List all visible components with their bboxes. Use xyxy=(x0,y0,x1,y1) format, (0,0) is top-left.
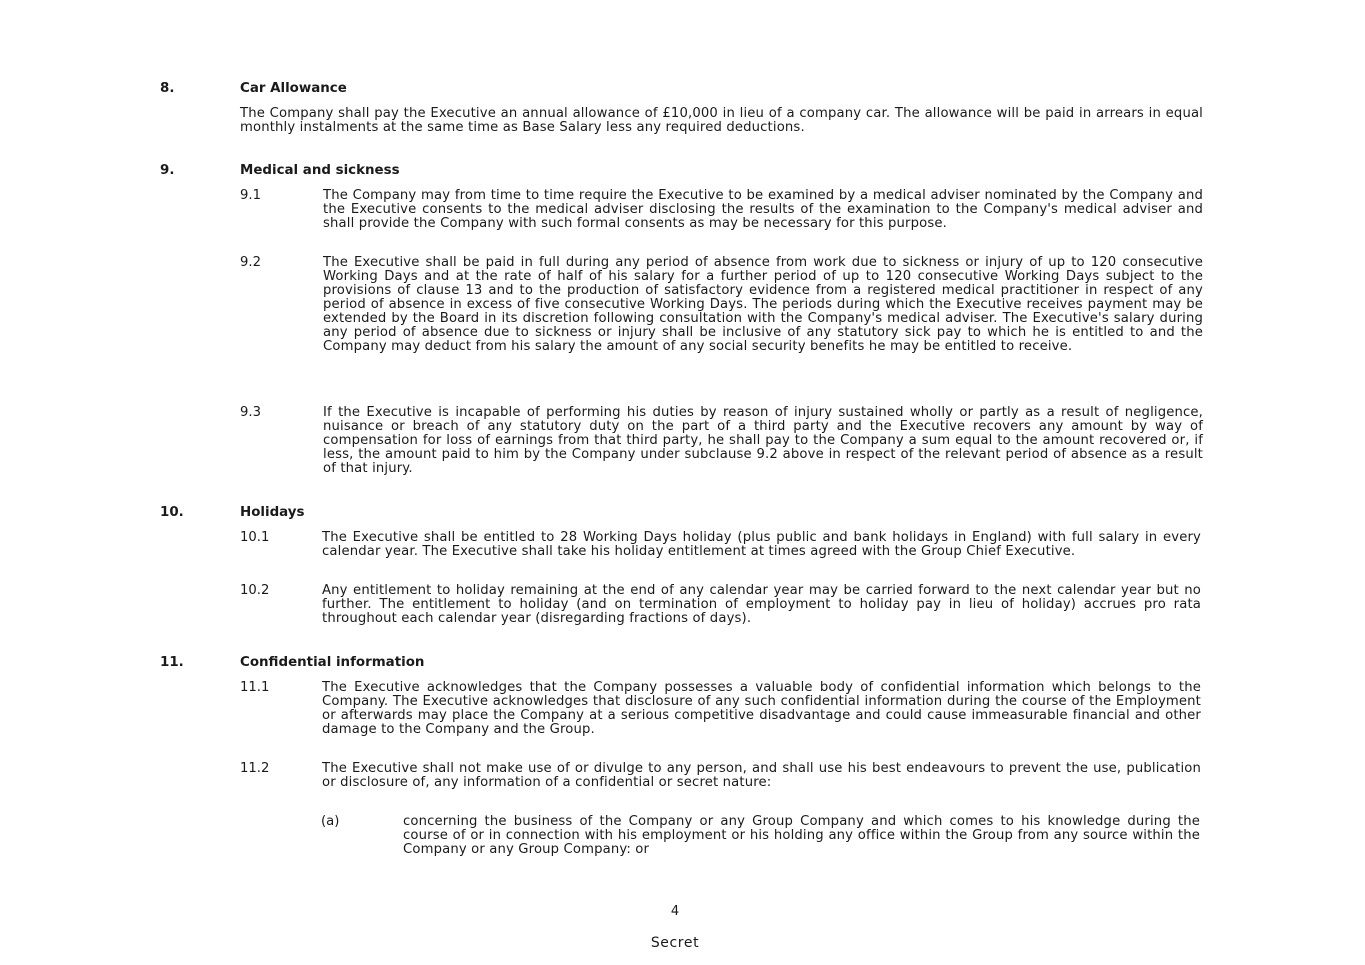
clause-number: 11.1 xyxy=(240,680,270,695)
clause-10-2-text: Any entitlement to holiday remaining at the end of any calendar year may be carried forward to the next calendar year but no further. The entitlement to holiday (and on termination of employment to holiday pay in lieu of holiday) accrues pro rata throughout each calendar year (disregarding fractions of days). xyxy=(322,583,1201,626)
page-number: 4 xyxy=(670,904,680,919)
clause-9-3-text: If the Executive is incapable of performing his duties by reason of injury sustained wholly or partly as a result of negligence, nuisance or breach of any statutory duty on the part of a third party and the Executive recovers any amount by way of compensation for loss of earnings from that third party, he shall pay to the Company a sum equal to the amount recovered or, if less, the amount paid to him by the Company under subclause 9.2 above in respect of the relevant period of absence as a result of that injury. xyxy=(323,405,1203,476)
section-number: 9. xyxy=(160,163,175,178)
section-title: Car Allowance xyxy=(240,81,347,96)
section-number: 11. xyxy=(160,655,184,670)
section-8-body: The Company shall pay the Executive an annual allowance of £10,000 in lieu of a company car. The allowance will be paid in arrears in equal monthly instalments at the same time as Base Salary less any required deductions. xyxy=(240,106,1203,135)
clause-number: 11.2 xyxy=(240,761,270,776)
section-title: Medical and sickness xyxy=(240,163,400,178)
clause-9-2-text: The Executive shall be paid in full during any period of absence from work due to sickness or injury of up to 120 consecutive Working Days and at the rate of half of his salary for a further period of up to 120 consecutive Working Days subject to the provisions of clause 13 and to the production of satisfactory evidence from a registered medical practitioner in respect of any period of absence in excess of five consecutive Working Days. The periods during which the Executive receives payment may be extended by the Board in its discretion following consultation with the Company's medical adviser. The Executive's salary during any period of absence due to sickness or injury shall be inclusive of any statutory sick pay to which he is entitled to and the Company may deduct from his salary the amount of any social security benefits he may be entitled to receive. xyxy=(323,255,1203,354)
section-number: 10. xyxy=(160,505,184,520)
clause-10-1-text: The Executive shall be entitled to 28 Working Days holiday (plus public and bank holidays in England) with full salary in every calendar year. The Executive shall take his holiday entitlement at times agreed with the Group Chief Executive. xyxy=(322,530,1201,559)
section-number: 8. xyxy=(160,81,175,96)
classification-label: Secret xyxy=(650,935,700,951)
clause-number: 9.2 xyxy=(240,255,261,270)
clause-number: 9.1 xyxy=(240,188,261,203)
clause-number: 9.3 xyxy=(240,405,261,420)
section-title: Confidential information xyxy=(240,655,425,670)
section-title: Holidays xyxy=(240,505,305,520)
clause-number: 10.2 xyxy=(240,583,270,598)
subclause-a-text: concerning the business of the Company or any Group Company and which comes to his knowledge during the course of or in connection with his employment or his holding any office within the Group from any source within the Company or any Group Company: or xyxy=(403,814,1200,857)
subclause-label: (a) xyxy=(321,814,340,829)
clause-9-1-text: The Company may from time to time require the Executive to be examined by a medical adviser nominated by the Company and the Executive consents to the medical adviser disclosing the results of the examination to the Company's medical adviser and shall provide the Company with such formal consents as may be necessary for this purpose. xyxy=(323,188,1203,231)
clause-number: 10.1 xyxy=(240,530,270,545)
clause-11-2-text: The Executive shall not make use of or divulge to any person, and shall use his best endeavours to prevent the use, publication or disclosure of, any information of a confidential or secret nature: xyxy=(322,761,1201,790)
clause-11-1-text: The Executive acknowledges that the Company possesses a valuable body of confidential information which belongs to the Company. The Executive acknowledges that disclosure of any such confidential information during the course of the Employment or afterwards may place the Company at a serious competitive disadvantage and could cause immeasurable financial and other damage to the Company and the Group. xyxy=(322,680,1201,737)
